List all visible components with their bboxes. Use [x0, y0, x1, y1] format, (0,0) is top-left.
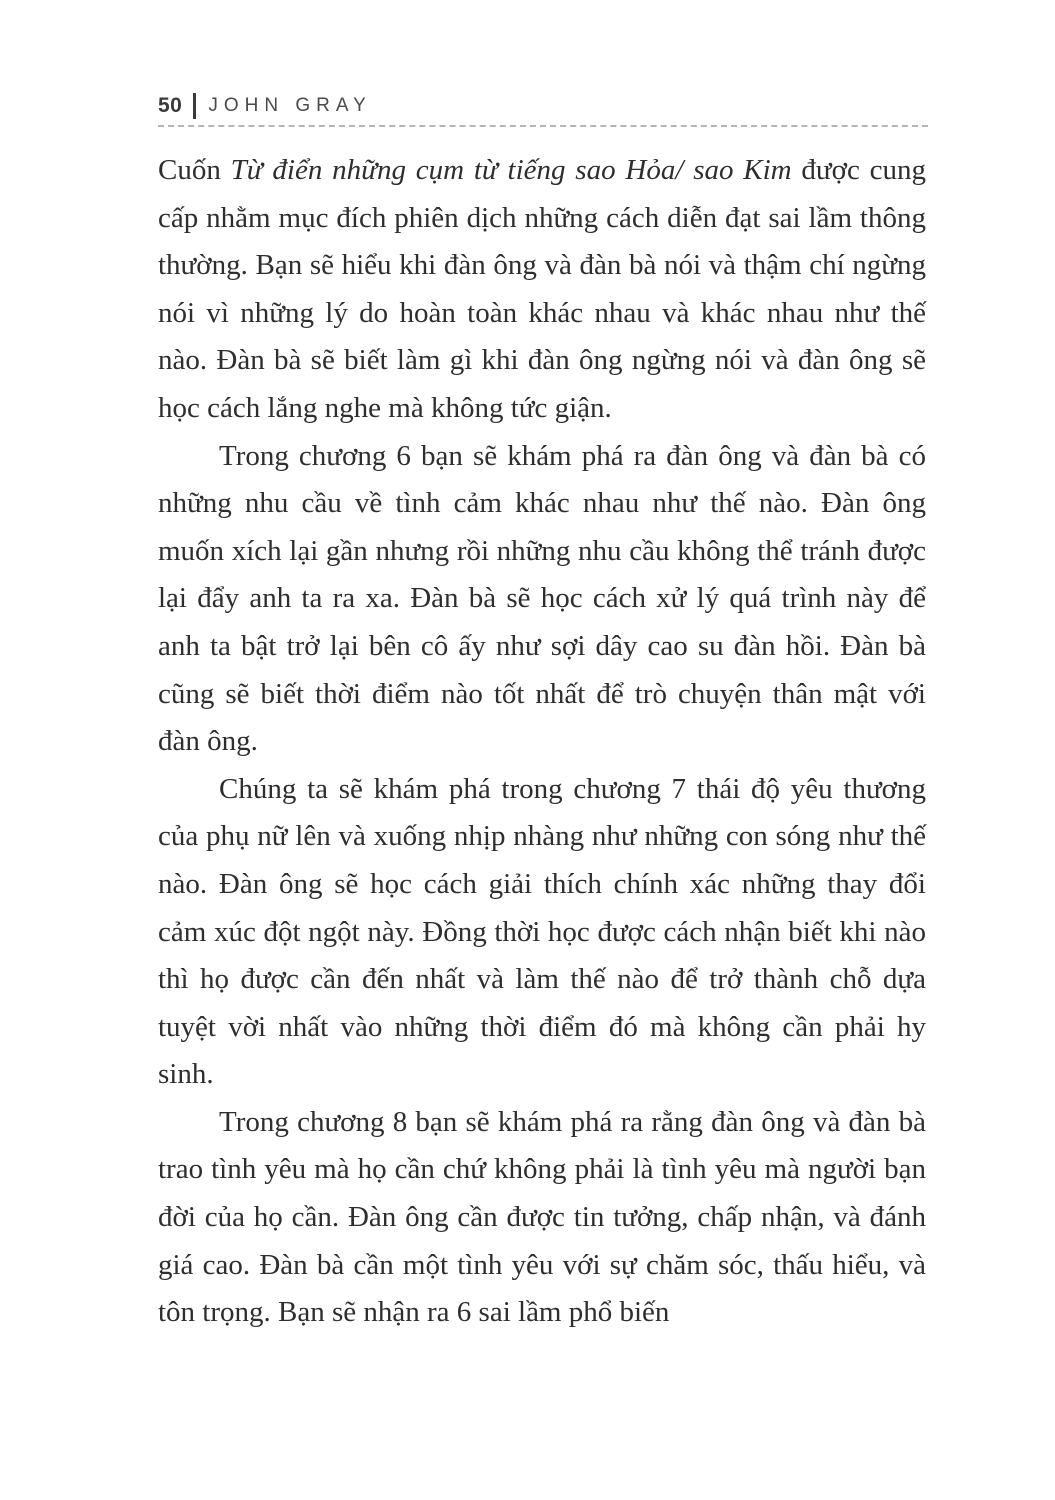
paragraph-2: Trong chương 6 bạn sẽ khám phá ra đàn ông và đàn bà có những nhu cầu về tình cảm khác nhau như thế nào. Đàn ông muốn xích lại gần nhưng rồi những nhu cầu không thể tránh được lại đẩy anh ta ra xa. Đàn bà sẽ học cách xử lý quá trình này để anh ta bật trở lại bên cô ấy như sợi dây cao su đàn hồi. Đàn bà cũng sẽ biết thời điểm nào tốt nhất để trò chuyện thân mật với đàn ông.	[158, 439, 926, 758]
paragraph-4: Trong chương 8 bạn sẽ khám phá ra rằng đàn ông và đàn bà trao tình yêu mà họ cần chứ không phải là tình yêu mà người bạn đời của họ cần. Đàn ông cần được tin tưởng, chấp nhận, và đánh giá cao. Đàn bà cần một tình yêu với sự chăm sóc, thấu hiểu, và tôn trọng. Bạn sẽ nhận ra 6 sai lầm phổ biến	[158, 1105, 926, 1329]
paragraph-1-rest: được cung cấp nhằm mục đích phiên dịch những cách diễn đạt sai lầm thông thường. Bạn sẽ hiểu khi đàn ông và đàn bà nói và thậm chí ngừng nói vì những lý do hoàn toàn khác nhau và khác nhau như thế nào. Đàn bà sẽ biết làm gì khi đàn ông ngừng nói và đàn ông sẽ học cách lắng nghe mà không tức giận.	[158, 154, 927, 424]
author-name: JOHN GRAY	[208, 95, 372, 116]
running-header	[158, 86, 928, 126]
paragraph-1	[158, 147, 926, 433]
body-text	[158, 147, 926, 1337]
book-title: Từ điển những cụm từ tiếng sao Hỏa/ sao Kim	[230, 154, 792, 186]
paragraph-3: Chúng ta sẽ khám phá trong chương 7 thái độ yêu thương của phụ nữ lên và xuống nhịp nhàng như những con sóng như thế nào. Đàn ông sẽ học cách giải thích chính xác những thay đổi cảm xúc đột ngột này. Đồng thời học được cách nhận biết khi nào thì họ được cần đến nhất và làm thế nào để trở thành chỗ dựa tuyệt vời nhất vào những thời điểm đó mà không cần phải hy sinh.	[158, 772, 926, 1091]
paragraph-1-lead: Cuốn	[158, 154, 231, 186]
page-number: 50	[158, 94, 183, 117]
header-divider	[193, 93, 196, 119]
header-dashed-rule	[158, 125, 928, 127]
